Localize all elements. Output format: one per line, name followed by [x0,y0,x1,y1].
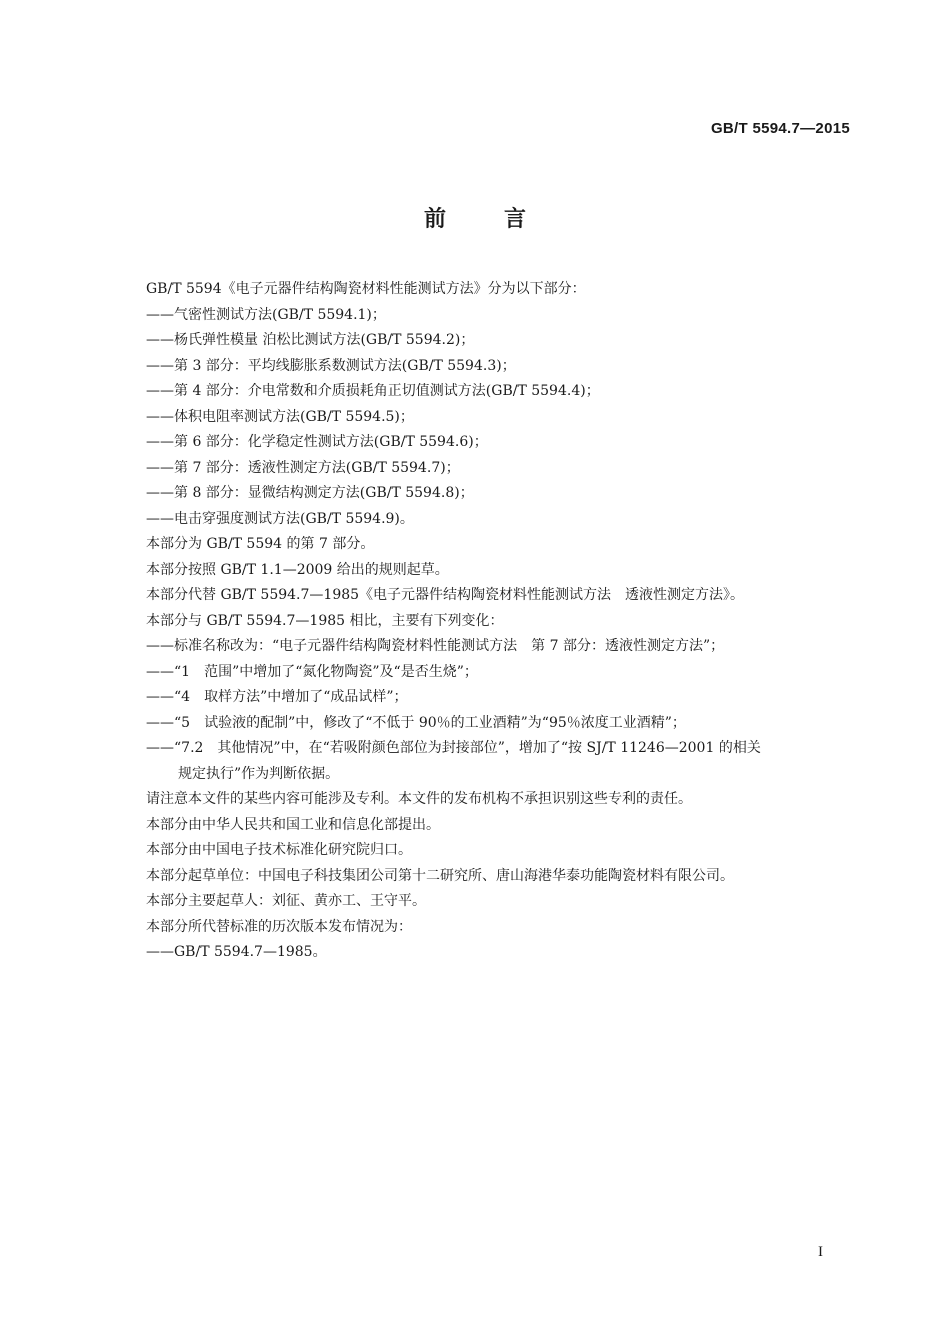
list-item: ——“4 取样方法”中增加了“成品试样”； [146,689,408,705]
paragraph-line: GB/T 5594《电子元器件结构陶瓷材料性能测试方法》分为以下部分： [146,281,586,297]
paragraph-line: 本部分起草单位：中国电子科技集团公司第十二研究所、唐山海港华泰功能陶瓷材料有限公司。 [146,867,734,884]
list-item: ——第 8 部分：显微结构测定方法(GB/T 5594.8)； [146,485,474,501]
list-item: ——杨氏弹性模量 泊松比测试方法(GB/T 5594.2)； [146,332,475,348]
list-item: ——第 3 部分：平均线膨胀系数测试方法(GB/T 5594.3)； [146,357,516,374]
list-item: ——标准名称改为：“电子元器件结构陶瓷材料性能测试方法 第 7 部分：透液性测定方法”； [146,638,725,654]
paragraph-line: 请注意本文件的某些内容可能涉及专利。本文件的发布机构不承担识别这些专利的责任。 [146,791,692,807]
paragraph-line: 本部分按照 GB/T 1.1—2009 给出的规则起草。 [146,561,449,578]
page-title: 前言 [423,207,584,232]
list-item: ——第 7 部分：透液性测定方法(GB/T 5594.7)； [146,459,460,476]
paragraph-line: 本部分由中华人民共和国工业和信息化部提出。 [146,816,440,833]
list-item-continuation: 规定执行”作为判断依据。 [178,765,340,782]
list-item: ——第 4 部分：介电常数和介质损耗角正切值测试方法(GB/T 5594.4)； [146,383,600,399]
list-item: ——电击穿强度测试方法(GB/T 5594.9)。 [146,510,414,527]
list-item: ——第 6 部分：化学稳定性测试方法(GB/T 5594.6)； [146,434,488,450]
foreword-body [146,277,836,966]
paragraph-line: 本部分由中国电子技术标准化研究院归口。 [146,842,412,858]
list-item: ——“7.2 其他情况”中，在“若吸附颜色部位为封接部位”，增加了“按 SJ/T 11246—2001 的相关 [146,740,761,756]
paragraph-line: 本部分与 GB/T 5594.7—1985 相比，主要有下列变化： [146,612,504,629]
list-item: ——体积电阻率测试方法(GB/T 5594.5)； [146,408,414,425]
standard-number: GB/T 5594.7—2015 [710,120,850,137]
list-item: ——气密性测试方法(GB/T 5594.1)； [146,306,386,323]
page-number: I [818,1244,823,1260]
paragraph-line: 本部分主要起草人：刘征、黄亦工、王守平。 [146,893,426,909]
list-item: ——“5 试验液的配制”中，修改了“不低于 90％的工业酒精”为“95％浓度工业酒精”； [146,714,686,731]
paragraph-line: 本部分代替 GB/T 5594.7—1985《电子元器件结构陶瓷材料性能测试方法 透液性测定方法》。 [146,587,745,603]
paragraph-line: 本部分所代替标准的历次版本发布情况为： [146,918,412,935]
list-item: ——GB/T 5594.7—1985。 [146,944,327,960]
list-item: ——“1 范围”中增加了“氮化物陶瓷”及“是否生烧”； [146,663,478,680]
paragraph-line: 本部分为 GB/T 5594 的第 7 部分。 [146,536,375,552]
